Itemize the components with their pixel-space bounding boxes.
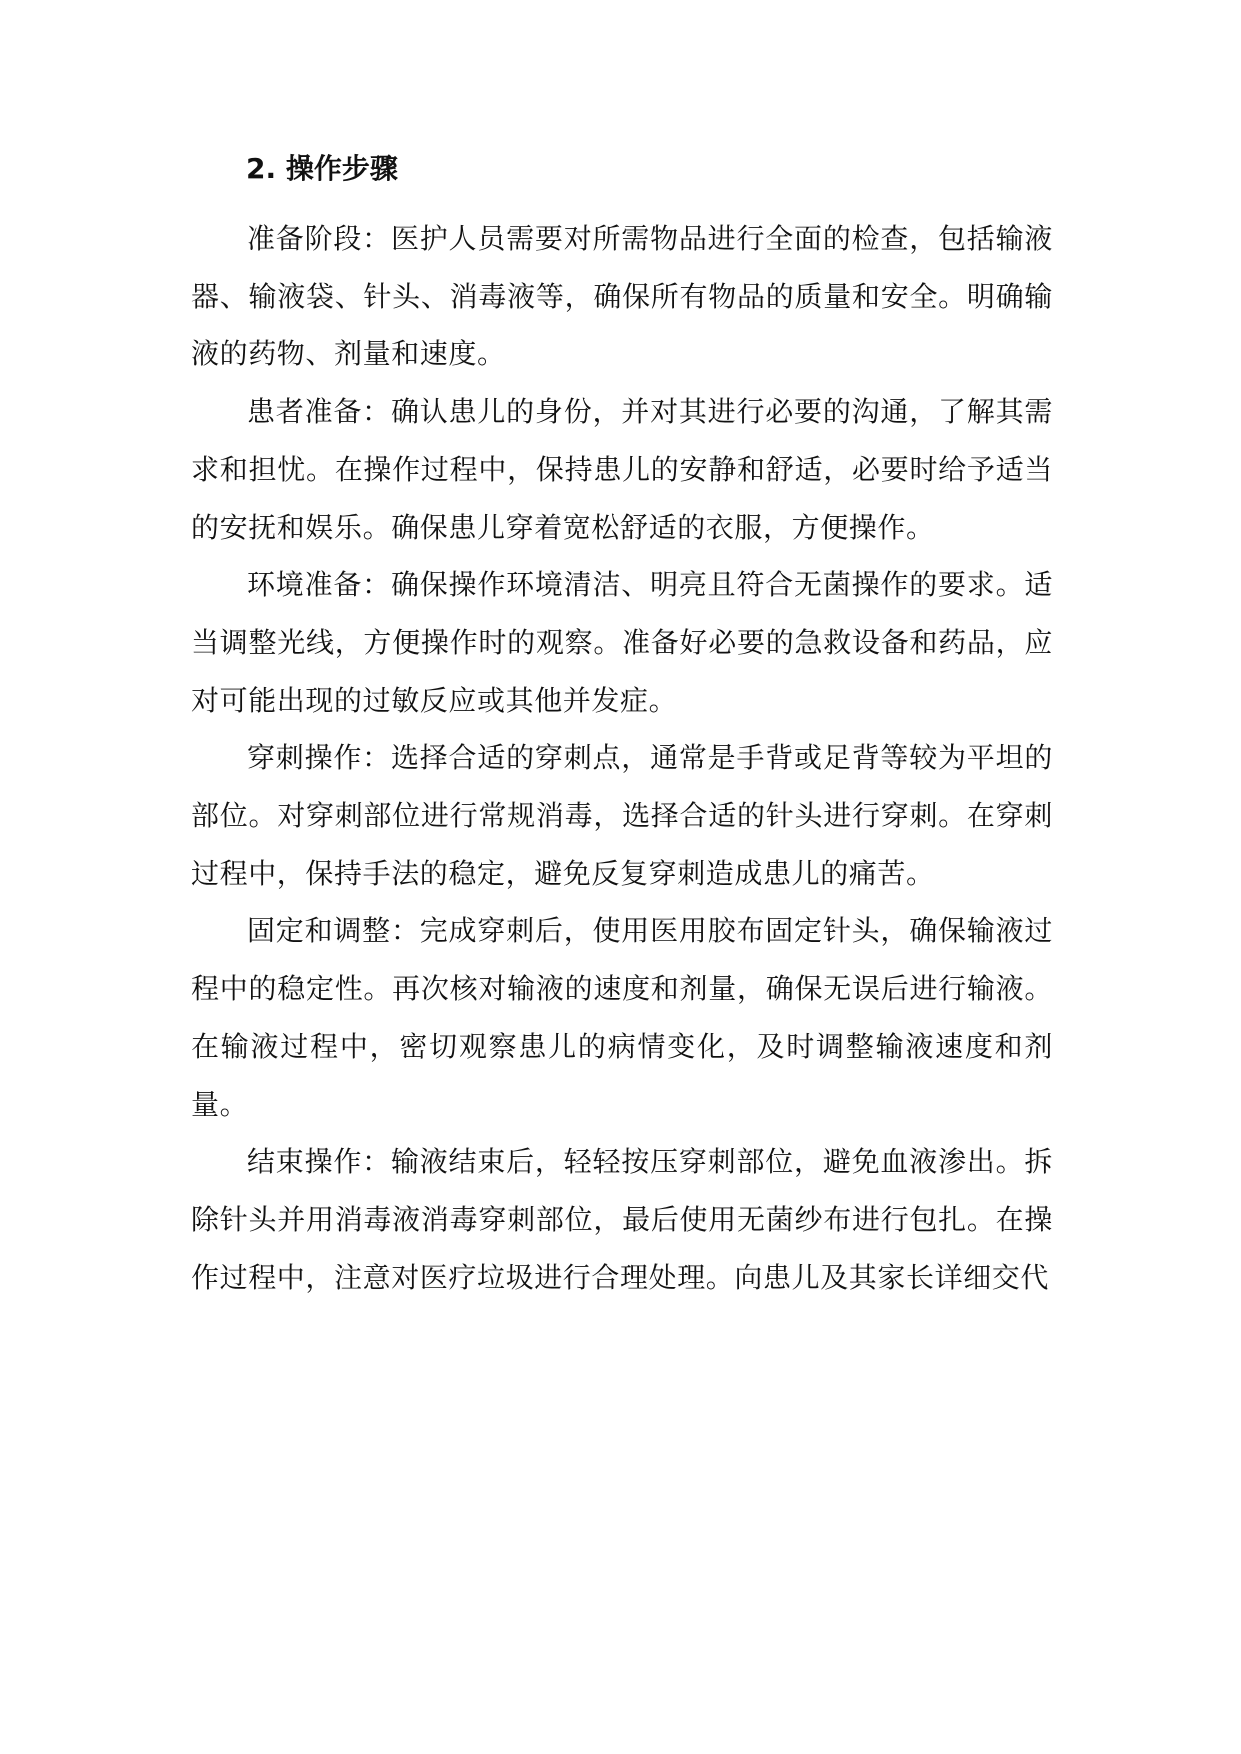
- paragraph-patient-preparation: 患者准备：确认患儿的身份，并对其进行必要的沟通，了解其需求和担忧。在操作过程中，保持患儿的安静和舒适，必要时给予适当的安抚和娱乐。确保患儿穿着宽松舒适的衣服，方便操作。: [191, 395, 1053, 544]
- paragraph-end-operation: 结束操作：输液结束后，轻轻按压穿刺部位，避免血液渗出。拆除针头并用消毒液消毒穿刺部位，最后使用无菌纱布进行包扎。在操作过程中，注意对医疗垃圾进行合理处理。向患儿及其家长详细交代: [191, 1145, 1053, 1294]
- paragraph-fixing-adjusting: 固定和调整：完成穿刺后，使用医用胶布固定针头，确保输液过程中的稳定性。再次核对输液的速度和剂量，确保无误后进行输液。在输液过程中，密切观察患儿的病情变化，及时调整输液速度和剂量。: [191, 914, 1053, 1121]
- paragraph-environment-preparation: 环境准备：确保操作环境清洁、明亮且符合无菌操作的要求。适当调整光线，方便操作时的观察。准备好必要的急救设备和药品，应对可能出现的过敏反应或其他并发症。: [191, 568, 1053, 717]
- paragraph-preparation-stage: 准备阶段：医护人员需要对所需物品进行全面的检查，包括输液器、输液袋、针头、消毒液等，确保所有物品的质量和安全。明确输液的药物、剂量和速度。: [191, 222, 1053, 371]
- section-heading: 2. 操作步骤: [246, 152, 398, 185]
- paragraph-puncture-operation: 穿刺操作：选择合适的穿刺点，通常是手背或足背等较为平坦的部位。对穿刺部位进行常规消毒，选择合适的针头进行穿刺。在穿刺过程中，保持手法的稳定，避免反复穿刺造成患儿的痛苦。: [191, 741, 1053, 890]
- document-body: [191, 148, 1053, 1306]
